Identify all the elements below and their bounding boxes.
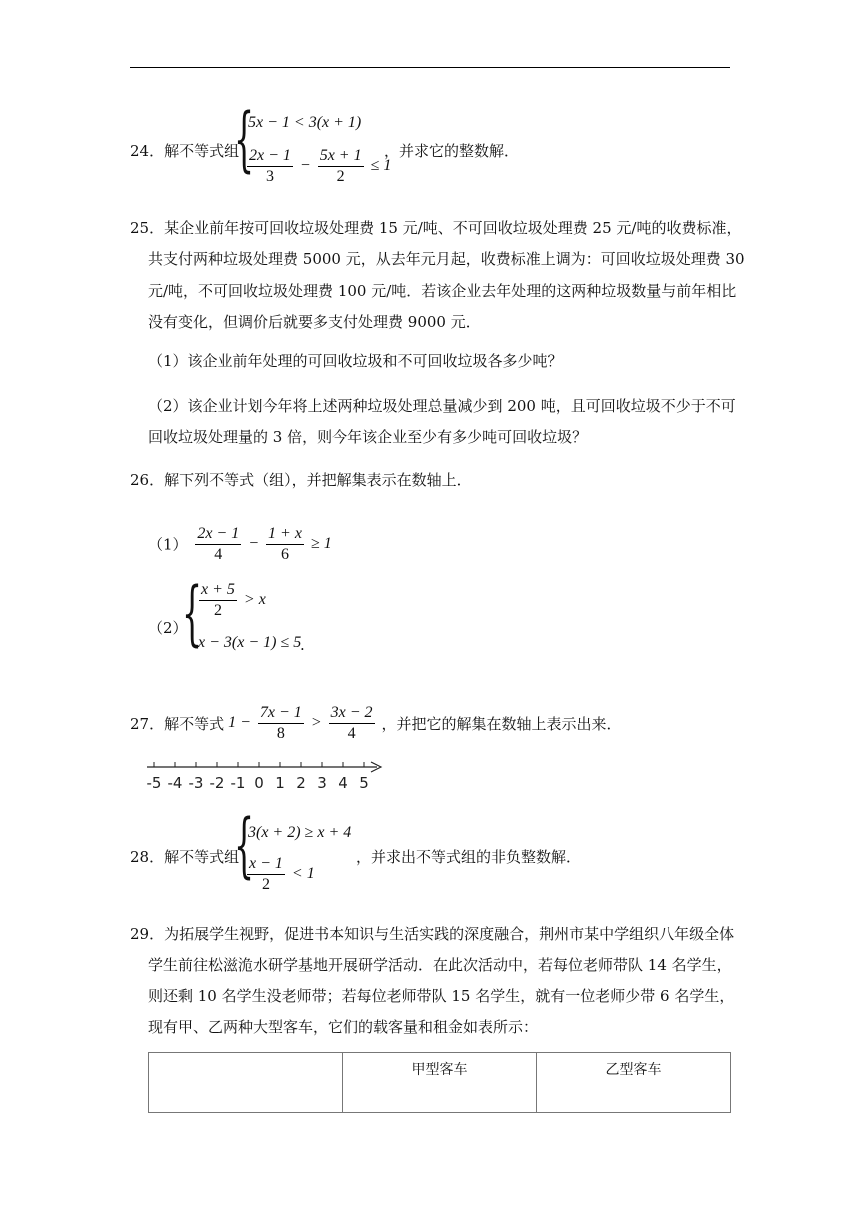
- text-line: 现有甲、乙两种大型客车，它们的载客量和租金如表所示：: [148, 1018, 539, 1036]
- axis-tick-label: -5: [146, 774, 162, 792]
- system-brace: {: [182, 572, 203, 654]
- question-number: 29．: [130, 925, 165, 943]
- inequality-1: 5x − 1 < 3(x + 1): [248, 114, 362, 131]
- text-line: 为拓展学生视野，促进书本知识与生活实践的深度融合，荆州市某中学组织八年级全体: [164, 925, 735, 943]
- sub-question-1: （1）该企业前年处理的可回收垃圾和不可回收垃圾各多少吨？: [148, 352, 563, 370]
- axis-tick-label: -1: [230, 774, 246, 792]
- inequality-2: x − 3(x − 1) ≤ 5: [198, 634, 302, 651]
- header-rule: [130, 67, 730, 68]
- question-tail: ，并求出不等式组的非负整数解．: [356, 848, 582, 866]
- inequality-2: $\frac{2x - 1}{3}$ − $\frac{5x + 1}{2}$ ≤ 1: [249, 147, 392, 185]
- question-lead: 解不等式组: [164, 848, 240, 866]
- inequality: 1 − $\frac{7x - 1}{8}$ > $\frac{3x - 2}{4}$: [228, 704, 373, 742]
- table-cell: 甲型客车: [343, 1053, 537, 1113]
- question-number: 28．: [130, 848, 165, 866]
- table-cell: 乙型客车: [537, 1053, 731, 1113]
- sub-question-2-label: （2）: [148, 619, 188, 637]
- question-tail: ，并求它的整数解．: [384, 142, 520, 160]
- table-cell: [149, 1053, 343, 1113]
- question-number: 27．: [130, 715, 165, 733]
- inequality-1: 3(x + 2) ≥ x + 4: [248, 824, 352, 841]
- axis-tick-label: -4: [167, 774, 183, 792]
- text-line: 学生前往松滋洈水研学基地开展研学活动．在此次活动中，若每位老师带队 14 名学生，: [148, 956, 732, 974]
- system-brace: {: [234, 98, 255, 180]
- inequality-1: $\frac{x + 5}{2}$ > x: [201, 581, 266, 619]
- text-line: 共支付两种垃圾处理费 5000 元，从去年元月起，收费标准上调为：可回收垃圾处理费 30: [148, 250, 745, 268]
- axis-tick-label: 1: [275, 774, 285, 792]
- text-line: 元/吨，不可回收垃圾处理费 100 元/吨．若该企业去年处理的这两种垃圾数量与前年相比: [148, 282, 737, 300]
- bus-table: [148, 1052, 731, 1113]
- question-number: 24．: [130, 142, 165, 160]
- axis-tick-label: -2: [209, 774, 225, 792]
- question-lead: 解不等式组: [164, 142, 240, 160]
- question-lead: 解下列不等式（组），并把解集表示在数轴上．: [164, 471, 472, 489]
- system-brace: {: [234, 804, 255, 886]
- sub-question-1: （1） $\frac{2x - 1}{4}$ − $\frac{1 + x}{6}$ ≥ 1: [148, 525, 332, 563]
- number-axis: [145, 757, 385, 793]
- question-number: 26．: [130, 471, 165, 489]
- axis-tick-label: 2: [296, 774, 306, 792]
- table-row: [149, 1053, 731, 1113]
- inequality-2: $\frac{x - 1}{2}$ < 1: [249, 855, 315, 893]
- text-line: 则还剩 10 名学生没老师带；若每位老师带队 15 名学生，就有一位老师少带 6 名学生，: [148, 987, 735, 1005]
- question-number: 25．: [130, 219, 165, 237]
- axis-tick-label: 0: [254, 774, 264, 792]
- axis-tick-label: 5: [359, 774, 369, 792]
- axis-tick-label: -3: [188, 774, 204, 792]
- axis-tick-label: 3: [317, 774, 327, 792]
- axis-tick-label: 4: [338, 774, 348, 792]
- text-line: 某企业前年按可回收垃圾处理费 15 元/吨、不可回收垃圾处理费 25 元/吨的收费标准，: [164, 219, 742, 237]
- text-line: 回收垃圾处理量的 3 倍，则今年该企业至少有多少吨可回收垃圾？: [148, 428, 588, 446]
- sub-question-2: （2）该企业计划今年将上述两种垃圾处理总量减少到 200 吨，且可回收垃圾不少于不可: [148, 397, 736, 415]
- text-line: 没有变化，但调价后就要多支付处理费 9000 元．: [148, 313, 481, 331]
